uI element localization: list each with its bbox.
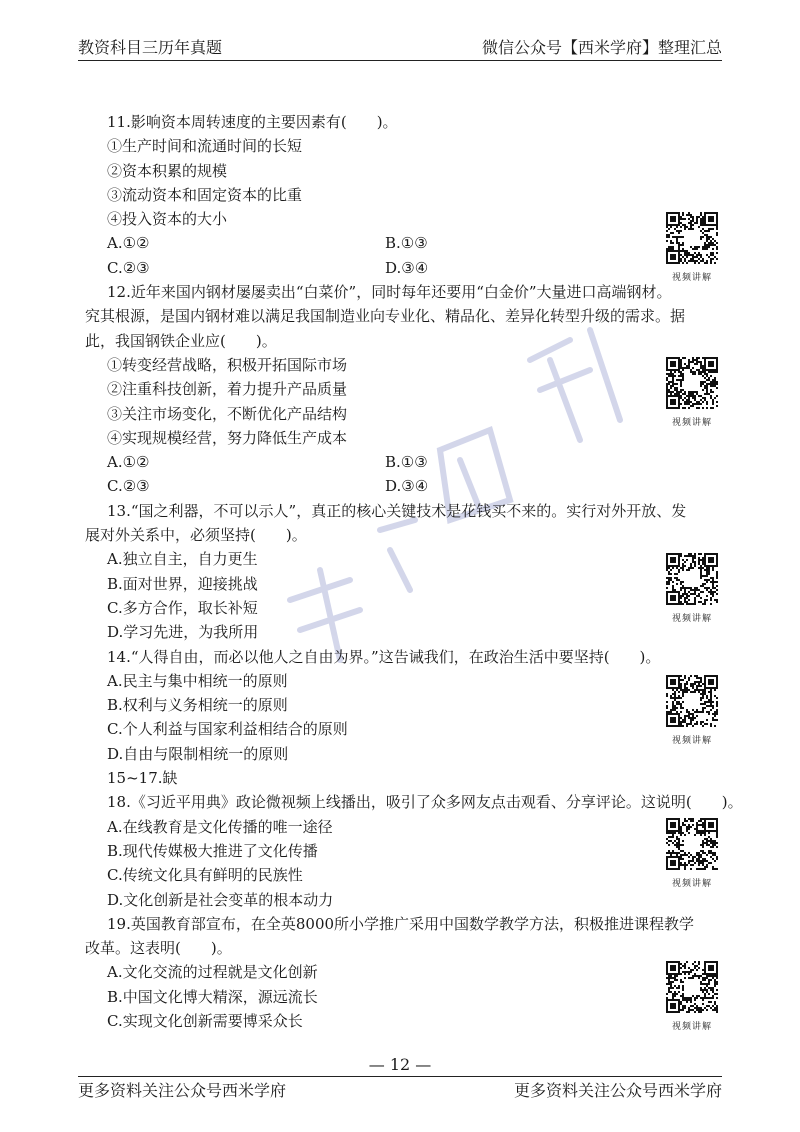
q13-stem-line-2: 展对外关系中，必须坚持( )。 <box>85 526 307 545</box>
q11-item-4: ④投入资本的大小 <box>107 210 228 229</box>
q11-option-d: D.③④ <box>385 258 429 277</box>
q13-qr-block[interactable] <box>666 553 718 624</box>
q12-item-2: ②注重科技创新，着力提升产品质量 <box>107 380 348 399</box>
q11-item-3: ③流动资本和固定资本的比重 <box>107 185 303 204</box>
q12-option-d: D.③④ <box>385 477 429 496</box>
q14-option-b: B.权利与义务相统一的原则 <box>107 696 288 715</box>
qr-code-icon[interactable] <box>666 357 718 409</box>
footer-left-text: 更多资料关注公众号西米学府 <box>78 1081 287 1100</box>
q13-option-a: A.独立自主，自力更生 <box>107 550 258 569</box>
q13-option-b: B.面对世界，迎接挑战 <box>107 574 258 593</box>
q14-option-d: D.自由与限制相统一的原则 <box>107 744 289 763</box>
q14-option-c: C.个人利益与国家利益相结合的原则 <box>107 720 348 739</box>
q13-option-d: D.学习先进，为我所用 <box>107 623 259 642</box>
q12-stem-line-3: 此，我国钢铁企业应( )。 <box>85 331 277 350</box>
video-explanation-label: 视频讲解 <box>671 736 712 746</box>
q11-option-a: A.①② <box>107 234 150 253</box>
q12-option-b: B.①③ <box>385 453 428 472</box>
q12-item-4: ④实现规模经营，努力降低生产成本 <box>107 428 348 447</box>
q11-options-row-1 <box>107 231 727 255</box>
q12-option-a: A.①② <box>107 453 150 472</box>
q11-option-c: C.②③ <box>107 258 150 277</box>
video-explanation-label: 视频讲解 <box>671 614 712 624</box>
qr-code-icon[interactable] <box>666 818 718 870</box>
video-explanation-label: 视频讲解 <box>671 418 712 428</box>
q11-qr-block[interactable] <box>666 212 718 283</box>
q19-option-b: B.中国文化博大精深，源远流长 <box>107 987 318 1006</box>
qr-code-icon[interactable] <box>666 961 718 1013</box>
q15-17-missing-note: 15~17.缺 <box>107 769 178 788</box>
page-header <box>78 30 722 61</box>
q18-stem: 18.《习近平用典》政论微视频上线播出，吸引了众多网友点击观看、分享评论。这说明( )。 <box>107 793 743 812</box>
q14-qr-block[interactable] <box>666 675 718 746</box>
q12-item-1: ①转变经营战略，积极开拓国际市场 <box>107 355 348 374</box>
q13-option-c: C.多方合作，取长补短 <box>107 598 258 617</box>
q14-option-a: A.民主与集中相统一的原则 <box>107 671 288 690</box>
q12-options-row-1 <box>107 450 727 474</box>
video-explanation-label: 视频讲解 <box>671 1022 712 1032</box>
q19-option-a: A.文化交流的过程就是文化创新 <box>107 963 318 982</box>
header-left-title: 教资科目三历年真题 <box>78 38 223 57</box>
q12-options-row-2 <box>107 474 727 498</box>
q18-option-a: A.在线教育是文化传播的唯一途径 <box>107 817 333 836</box>
q18-option-b: B.现代传媒极大推进了文化传播 <box>107 841 318 860</box>
question-content <box>85 110 743 1033</box>
q14-stem: 14.“人得自由，而必以他人之自由为界。”这告诫我们，在政治生活中要坚持( )。 <box>107 647 661 666</box>
q12-stem-line-2: 究其根源，是国内钢材难以满足我国制造业向专业化、精品化、差异化转型升级的需求。据 <box>85 307 686 326</box>
q19-option-c: C.实现文化创新需要博采众长 <box>107 1011 303 1030</box>
page-number: — 12 — <box>368 1055 432 1074</box>
header-right-title: 微信公众号【西米学府】整理汇总 <box>481 38 722 57</box>
q12-option-c: C.②③ <box>107 477 150 496</box>
video-explanation-label: 视频讲解 <box>671 273 712 283</box>
q18-qr-block[interactable] <box>666 818 718 889</box>
q18-option-d: D.文化创新是社会变革的根本动力 <box>107 890 334 909</box>
q11-options-row-2 <box>107 256 727 280</box>
q13-stem-line-1: 13.“国之利器，不可以示人”，真正的核心关键技术是花钱买不来的。实行对外开放、发 <box>107 501 687 520</box>
q11-stem: 11.影响资本周转速度的主要因素有( )。 <box>107 113 398 131</box>
q12-stem-line-1: 12.近年来国内钢材屡屡卖出“白菜价”，同时每年还要用“白金价”大量进口高端钢材。 <box>107 283 672 302</box>
video-explanation-label: 视频讲解 <box>671 879 712 889</box>
page-footer <box>78 1076 722 1101</box>
qr-code-icon[interactable] <box>666 553 718 605</box>
qr-code-icon[interactable] <box>666 675 718 727</box>
q19-stem-line-1: 19.英国教育部宣布，在全英8000所小学推广采用中国数学教学方法，积极推进课程教学 <box>107 914 695 933</box>
footer-right-text: 更多资料关注公众号西米学府 <box>513 1081 722 1100</box>
q19-stem-line-2: 改革。这表明( )。 <box>85 939 232 958</box>
q11-item-2: ②资本积累的规模 <box>107 161 228 180</box>
q12-item-3: ③关注市场变化，不断优化产品结构 <box>107 404 348 423</box>
qr-code-icon[interactable] <box>666 212 718 264</box>
q19-qr-block[interactable] <box>666 961 718 1032</box>
q18-option-c: C.传统文化具有鲜明的民族性 <box>107 866 303 885</box>
q12-qr-block[interactable] <box>666 357 718 428</box>
q11-option-b: B.①③ <box>385 234 428 253</box>
q11-item-1: ①生产时间和流通时间的长短 <box>107 137 303 156</box>
